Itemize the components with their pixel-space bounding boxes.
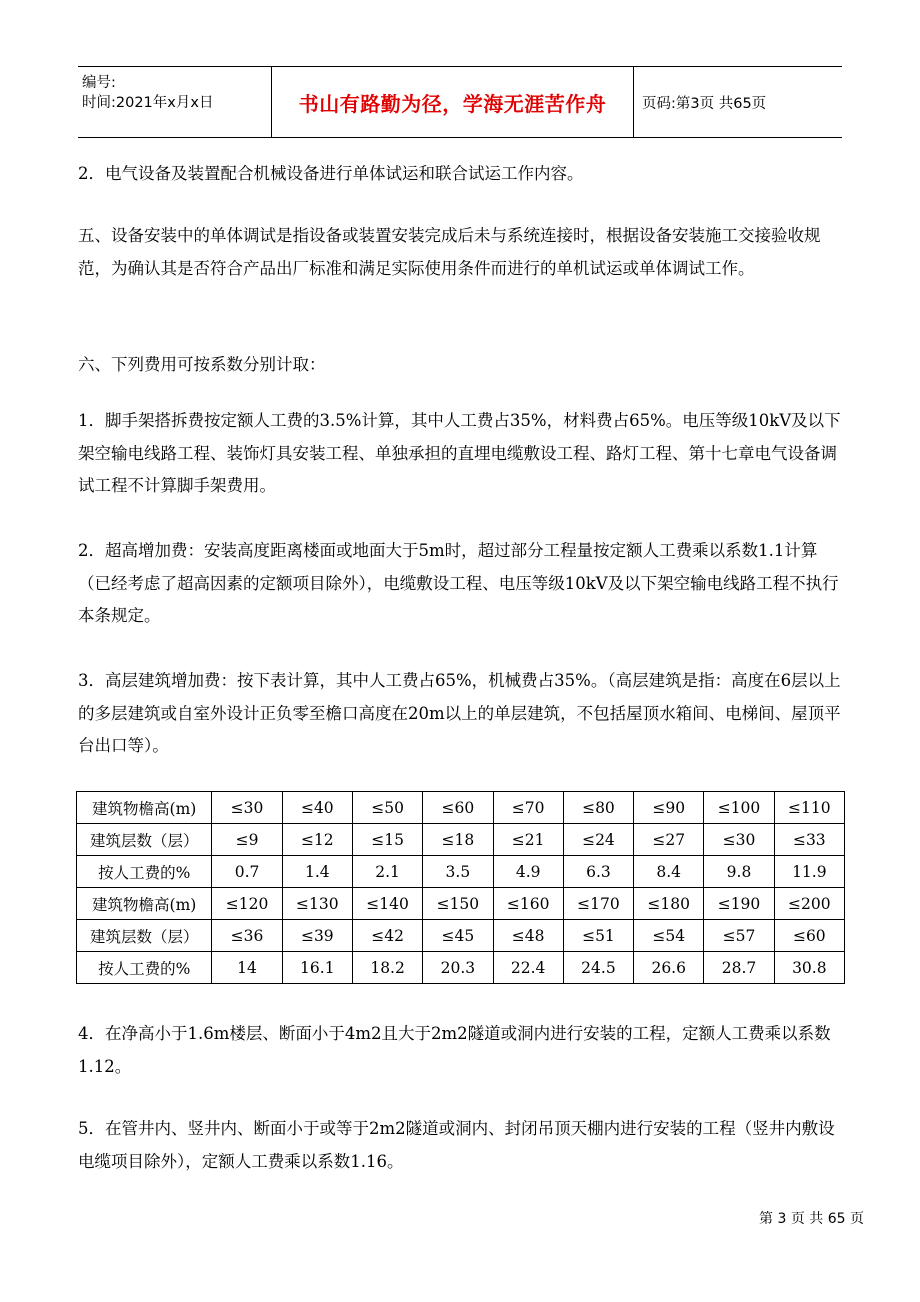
table-cell: 6.3	[563, 856, 633, 888]
table-cell: ≤45	[423, 920, 493, 952]
fee-table-grid	[76, 791, 845, 984]
table-row	[77, 824, 845, 856]
table-cell: ≤57	[704, 920, 774, 952]
table-cell: ≤140	[352, 888, 422, 920]
table-cell: 16.1	[282, 952, 352, 984]
table-cell: 1.4	[282, 856, 352, 888]
table-cell: ≤12	[282, 824, 352, 856]
table-cell: ≤48	[493, 920, 563, 952]
paragraph-1: 2．电气设备及装置配合机械设备进行单体试运和联合试运工作内容。	[78, 164, 584, 183]
table-cell: ≤200	[774, 888, 844, 920]
table-cell: ≤30	[704, 824, 774, 856]
table-cell: ≤33	[774, 824, 844, 856]
header-page-number: 页码:第3页 共65页	[642, 95, 767, 112]
table-cell: ≤60	[423, 792, 493, 824]
table-cell: 9.8	[704, 856, 774, 888]
table-row-header: 按人工费的%	[77, 856, 212, 888]
table-row	[77, 888, 845, 920]
header-motto: 书山有路勤为径，学海无涯苦作舟	[272, 67, 634, 137]
table-cell: ≤60	[774, 920, 844, 952]
table-cell: 28.7	[704, 952, 774, 984]
table-cell: ≤100	[704, 792, 774, 824]
table-cell: 4.9	[493, 856, 563, 888]
paragraph-4: 1．脚手架搭拆费按定额人工费的3.5%计算，其中人工费占35%，材料费占65%。电压等级10kV及以下架空输电线路工程、装饰灯具安装工程、单独承担的直埋电缆敷设工程、路灯工程、第十七章电气设备调试工程不计算脚手架费用。	[78, 411, 841, 495]
table-cell: ≤130	[282, 888, 352, 920]
table-cell: 30.8	[774, 952, 844, 984]
table-row	[77, 792, 845, 824]
table-cell: 20.3	[423, 952, 493, 984]
paragraph-8: 5．在管井内、竖井内、断面小于或等于2m2隧道或洞内、封闭吊顶天棚内进行安装的工程（竖井内敷设电缆项目除外），定额人工费乘以系数1.16。	[78, 1119, 835, 1171]
table-cell: 8.4	[634, 856, 704, 888]
table-cell: 22.4	[493, 952, 563, 984]
document-time-label: 时间:2021年x月x日	[82, 95, 214, 111]
table-cell: 14	[212, 952, 282, 984]
page-footer: 第 3 页 共 65 页	[759, 1211, 864, 1227]
table-cell: ≤50	[352, 792, 422, 824]
table-cell: 26.6	[634, 952, 704, 984]
table-cell: ≤80	[563, 792, 633, 824]
high-rise-fee-table	[76, 791, 845, 991]
table-row	[77, 952, 845, 984]
table-cell: ≤39	[282, 920, 352, 952]
table-cell: ≤18	[423, 824, 493, 856]
table-cell: ≤180	[634, 888, 704, 920]
table-cell: ≤190	[704, 888, 774, 920]
table-cell: ≤170	[563, 888, 633, 920]
table-cell: ≤54	[634, 920, 704, 952]
table-row	[77, 920, 845, 952]
table-cell: 11.9	[774, 856, 844, 888]
table-cell: ≤40	[282, 792, 352, 824]
table-cell: ≤160	[493, 888, 563, 920]
table-cell: ≤27	[634, 824, 704, 856]
table-cell: 2.1	[352, 856, 422, 888]
table-cell: ≤21	[493, 824, 563, 856]
table-cell: ≤70	[493, 792, 563, 824]
paragraph-6: 3．高层建筑增加费：按下表计算，其中人工费占65%，机械费占35%。（高层建筑是指：高度在6层以上的多层建筑或自室外设计正负零至檐口高度在20m以上的单层建筑，不包括屋顶水箱间、电梯间、屋顶平台出口等）。	[78, 671, 841, 755]
table-cell: ≤36	[212, 920, 282, 952]
table-cell: 18.2	[352, 952, 422, 984]
table-cell: ≤42	[352, 920, 422, 952]
table-cell: 24.5	[563, 952, 633, 984]
paragraph-5: 2．超高增加费：安装高度距离楼面或地面大于5m时，超过部分工程量按定额人工费乘以系数1.1计算（已经考虑了超高因素的定额项目除外），电缆敷设工程、电压等级10kV及以下架空输电线路工程不执行本条规定。	[78, 541, 839, 625]
table-cell: ≤9	[212, 824, 282, 856]
table-row-header: 建筑物檐高(m)	[77, 888, 212, 920]
header-meta	[78, 67, 272, 137]
table-row	[77, 856, 845, 888]
paragraph-3: 六、下列费用可按系数分别计取：	[78, 355, 326, 374]
paragraph-7: 4．在净高小于1.6m楼层、断面小于4m2且大于2m2隧道或洞内进行安装的工程，定额人工费乘以系数1.12。	[78, 1024, 831, 1076]
table-cell: ≤30	[212, 792, 282, 824]
table-cell: ≤110	[774, 792, 844, 824]
table-cell: ≤51	[563, 920, 633, 952]
table-cell: 3.5	[423, 856, 493, 888]
table-cell: ≤24	[563, 824, 633, 856]
page-header	[78, 66, 842, 138]
table-cell: 0.7	[212, 856, 282, 888]
table-cell: ≤15	[352, 824, 422, 856]
table-cell: ≤150	[423, 888, 493, 920]
table-row-header: 建筑层数（层）	[77, 920, 212, 952]
table-cell: ≤90	[634, 792, 704, 824]
table-row-header: 建筑物檐高(m)	[77, 792, 212, 824]
table-row-header: 建筑层数（层）	[77, 824, 212, 856]
table-cell: ≤120	[212, 888, 282, 920]
table-row-header: 按人工费的%	[77, 952, 212, 984]
document-number-label: 编号:	[82, 75, 116, 91]
paragraph-2: 五、设备安装中的单体调试是指设备或装置安装完成后未与系统连接时，根据设备安装施工交接验收规范，为确认其是否符合产品出厂标准和满足实际使用条件而进行的单机试运或单体调试工作。	[78, 226, 821, 278]
